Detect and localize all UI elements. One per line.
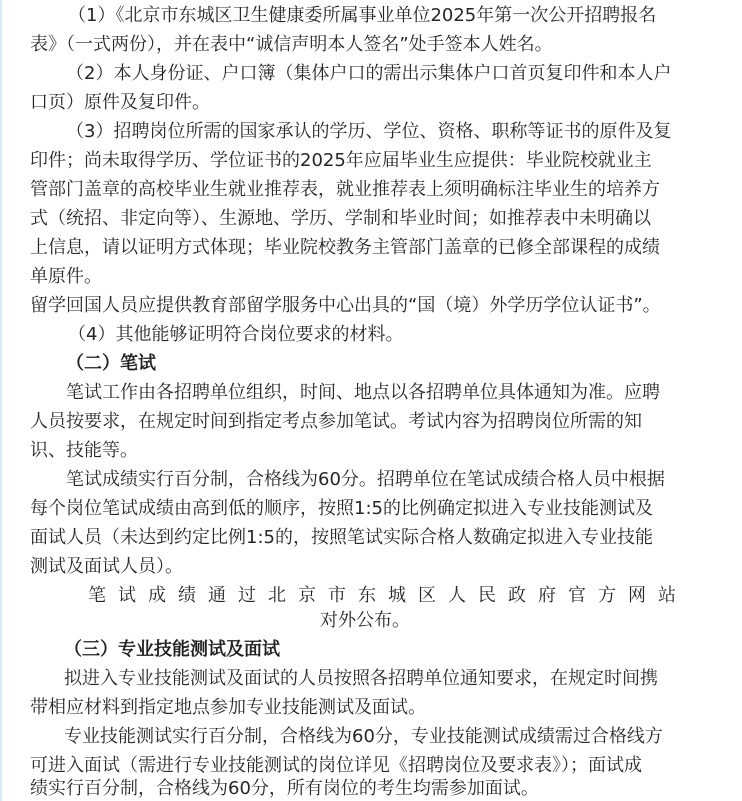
text-line: 口页）原件及复印件。: [30, 92, 210, 113]
text-line: 拟进入专业技能测试及面试的人员按照各招聘单位通知要求，在规定时间携: [64, 668, 658, 689]
text-line: 上信息，请以证明方式体现；毕业院校教务主管部门盖章的已修全部课程的成绩: [30, 237, 660, 258]
text-line: 绩实行百分制，合格线为60分，所有岗位的考生均需参加面试。: [30, 778, 539, 799]
text-line: 笔试工作由各招聘单位组织，时间、地点以各招聘单位具体通知为准。应聘: [66, 382, 660, 403]
text-line: 面试人员（未达到约定比例1:5的，按照笔试实际合格人数确定拟进入专业技能: [30, 527, 653, 548]
text-line: 笔试成绩实行百分制，合格线为60分。招聘单位在笔试成绩合格人员中根据: [66, 469, 665, 490]
text-line: （3）招聘岗位所需的国家承认的学历、学位、资格、职称等证书的原件及复: [66, 121, 672, 142]
text-line: 单原件。: [30, 266, 102, 287]
text-line: 留学回国人员应提供教育部留学服务中心出具的“国（境）外学历学位认证书”。: [30, 295, 661, 316]
text-line: 表》（一式两份），并在表中“诚信声明本人签名”处手签本人姓名。: [30, 34, 553, 55]
text-line: 人员按要求，在规定时间到指定考点参加笔试。考试内容为招聘岗位所需的知: [30, 411, 642, 432]
text-line: 印件；尚未取得学历、学位证书的2025年应届毕业生应提供：毕业院校就业主: [30, 150, 652, 171]
section-heading-skills-test: （三）专业技能测试及面试: [64, 639, 280, 660]
text-line: 识、技能等。: [30, 440, 138, 461]
text-line: 带相应材料到指定地点参加专业技能测试及面试。: [30, 697, 426, 718]
text-line: 专业技能测试实行百分制，合格线为60分，专业技能测试成绩需过合格线方: [64, 726, 663, 747]
text-line: 每个岗位笔试成绩由高到低的顺序，按照1:5的比例确定拟进入专业技能测试及: [30, 498, 653, 519]
text-line: 测试及面试人员）。: [30, 556, 183, 577]
text-line: 可进入面试（需进行专业技能测试的岗位详见《招聘岗位及要求表》）；面试成: [30, 755, 642, 776]
text-line: 管部门盖章的高校毕业生就业推荐表，就业推荐表上须明确标注毕业生的培养方: [30, 179, 660, 200]
text-line: 对外公布。: [320, 610, 410, 631]
text-line: 笔试成绩通过北京市东城区人民政府官方网站: [88, 585, 688, 606]
text-line: （4）其他能够证明符合岗位要求的材料。: [68, 324, 404, 345]
text-line: （1）《北京市东城区卫生健康委所属事业单位2025年第一次公开招聘报名: [68, 5, 657, 26]
section-heading-written-test: （二）笔试: [66, 353, 156, 374]
text-line: （2）本人身份证、户口簿（集体户口的需出示集体户口首页复印件和本人户: [66, 63, 672, 84]
text-line: 式（统招、非定向等）、生源地、学历、学制和毕业时间；如推荐表中未明确以: [30, 208, 651, 229]
